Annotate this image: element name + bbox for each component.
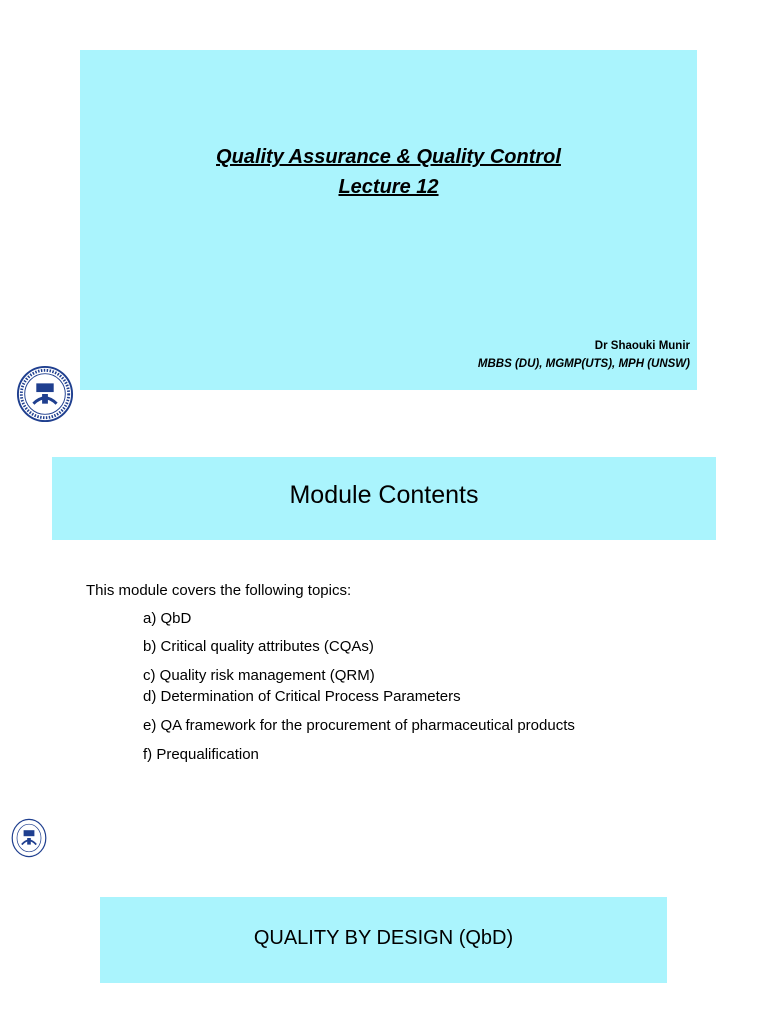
qbd-heading: QUALITY BY DESIGN (QbD) — [253, 927, 514, 949]
author-name: Dr Shaouki Munir — [594, 340, 690, 352]
topic-item: a) QbD — [143, 610, 192, 627]
module-intro-text: This module covers the following topics: — [86, 582, 352, 599]
topic-item: f) Prequalification — [143, 746, 259, 763]
author-credentials: MBBS (DU), MGMP(UTS), MPH (UNSW) — [477, 358, 690, 370]
university-seal-icon — [11, 818, 47, 858]
qbd-section-box — [100, 897, 667, 983]
university-seal-icon — [16, 365, 74, 423]
topic-item: d) Determination of Critical Process Parameters — [143, 688, 461, 705]
topic-item: e) QA framework for the procurement of pharmaceutical products — [143, 717, 575, 734]
topic-item: c) Quality risk management (QRM) — [143, 667, 375, 684]
title-slide-box — [80, 50, 697, 390]
topic-item: b) Critical quality attributes (CQAs) — [143, 638, 374, 655]
module-contents-box — [52, 457, 716, 540]
module-contents-heading: Module Contents — [289, 481, 479, 509]
lecture-number: Lecture 12 — [338, 176, 439, 198]
lecture-title: Quality Assurance & Quality Control — [216, 146, 561, 168]
